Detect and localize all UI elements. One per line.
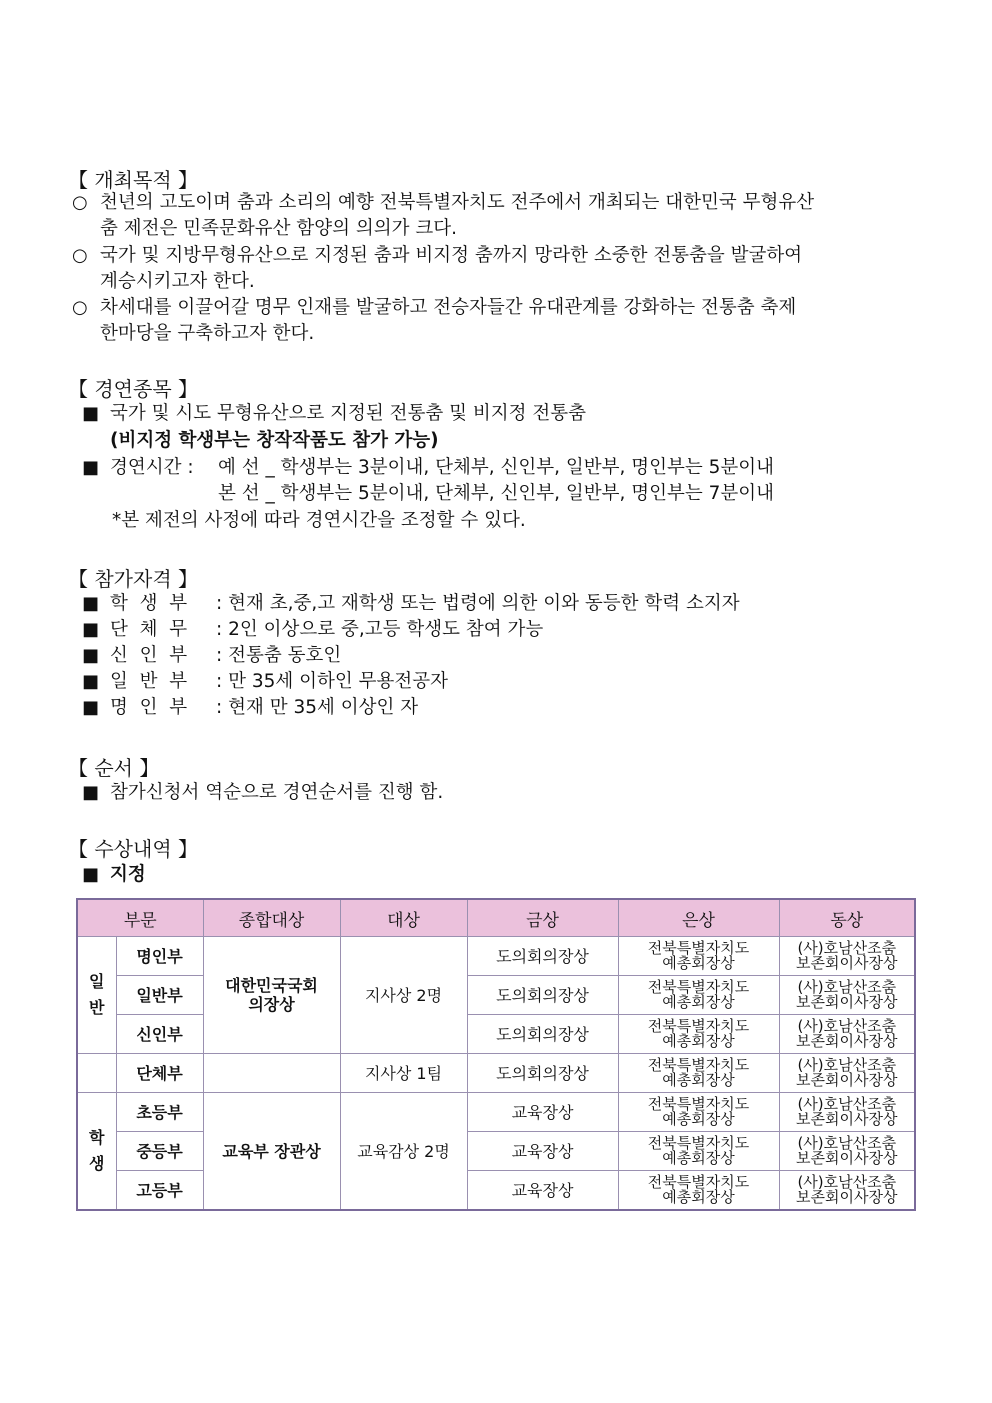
- awards-subtitle: 지정: [110, 864, 146, 885]
- row-bronze: (사)호남산조춤 보존회이사장상: [779, 1054, 915, 1093]
- table-row: [77, 1093, 915, 1132]
- row-silver: 전북특별자치도 예총회장상: [618, 1054, 779, 1093]
- header-grand-prize: 종합대상: [203, 899, 340, 937]
- square-bullet-icon: ■: [82, 697, 100, 718]
- row-silver: 전북특별자치도 예총회장상: [618, 1093, 779, 1132]
- student-grand-prize: 교육부 장관상: [203, 1093, 340, 1211]
- table-row: [77, 1054, 915, 1093]
- events-final: 본 선 _ 학생부는 5분이내, 단체부, 신인부, 일반부, 명인부는 7분이내: [218, 483, 775, 504]
- row-category: 고등부: [116, 1171, 203, 1211]
- row-gold: 교육장상: [467, 1132, 618, 1171]
- purpose-item-3-line-1: 차세대를 이끌어갈 명무 인재를 발굴하고 전승자들간 유대관계를 강화하는 전통춤 축제: [100, 297, 797, 318]
- row-gold: 도의회의장상: [467, 976, 618, 1015]
- table-header-row: [77, 899, 915, 937]
- group-student: 학 생: [77, 1093, 116, 1211]
- square-bullet-icon: ■: [82, 619, 100, 640]
- events-prelim: 예 선 _ 학생부는 3분이내, 단체부, 신인부, 일반부, 명인부는 5분이내: [218, 457, 775, 478]
- group-general: 일 반: [77, 937, 116, 1054]
- team-daesang: 지사상 1팀: [340, 1054, 467, 1093]
- row-category: 신인부: [116, 1015, 203, 1054]
- row-bronze: (사)호남산조춤 보존회이사장상: [779, 1171, 915, 1211]
- order-title: 【 순서 】: [68, 756, 160, 780]
- row-gold: 교육장상: [467, 1093, 618, 1132]
- row-silver: 전북특별자치도 예총회장상: [618, 1171, 779, 1211]
- square-bullet-icon: ■: [82, 457, 100, 478]
- header-daesang: 대상: [340, 899, 467, 937]
- circle-bullet-icon: ○: [72, 297, 88, 318]
- eligibility-label-student: 학 생 부: [110, 593, 188, 614]
- row-bronze: (사)호남산조춤 보존회이사장상: [779, 1093, 915, 1132]
- square-bullet-icon: ■: [82, 782, 100, 803]
- events-title: 【 경연종목 】: [68, 377, 198, 401]
- row-category: 초등부: [116, 1093, 203, 1132]
- events-line-1-note: (비지정 학생부는 창작작품도 참가 가능): [110, 430, 439, 451]
- eligibility-text-general: : 만 35세 이하인 무용전공자: [216, 671, 449, 692]
- row-gold: 도의회의장상: [467, 1054, 618, 1093]
- eligibility-label-newcomer: 신 인 부: [110, 645, 188, 666]
- row-category: 일반부: [116, 976, 203, 1015]
- events-time-label: 경연시간 :: [110, 457, 194, 478]
- events-note: *본 제전의 사정에 따라 경연시간을 조정할 수 있다.: [112, 510, 526, 531]
- eligibility-text-newcomer: : 전통춤 동호인: [216, 645, 342, 666]
- row-gold: 도의회의장상: [467, 937, 618, 976]
- row-category: 단체부: [116, 1054, 203, 1093]
- square-bullet-icon: ■: [82, 403, 100, 424]
- row-silver: 전북특별자치도 예총회장상: [618, 937, 779, 976]
- square-bullet-icon: ■: [82, 645, 100, 666]
- row-bronze: (사)호남산조춤 보존회이사장상: [779, 937, 915, 976]
- events-line-1: 국가 및 시도 무형유산으로 지정된 전통춤 및 비지정 전통춤: [110, 403, 586, 424]
- eligibility-label-general: 일 반 부: [110, 671, 188, 692]
- header-silver: 은상: [618, 899, 779, 937]
- row-gold: 도의회의장상: [467, 1015, 618, 1054]
- row-gold: 교육장상: [467, 1171, 618, 1211]
- row-silver: 전북특별자치도 예총회장상: [618, 976, 779, 1015]
- purpose-item-2-line-1: 국가 및 지방무형유산으로 지정된 춤과 비지정 춤까지 망라한 소중한 전통춤을 발굴하여: [100, 245, 803, 266]
- purpose-item-3-line-2: 한마당을 구축하고자 한다.: [100, 323, 315, 344]
- table-row: [77, 976, 915, 1015]
- eligibility-label-team: 단 체 무: [110, 619, 188, 640]
- header-category: 부문: [77, 899, 203, 937]
- table-row: [77, 1171, 915, 1211]
- header-bronze: 동상: [779, 899, 915, 937]
- row-category: 명인부: [116, 937, 203, 976]
- eligibility-text-student: : 현재 초,중,고 재학생 또는 법령에 의한 이와 동등한 학력 소지자: [216, 593, 740, 614]
- row-silver: 전북특별자치도 예총회장상: [618, 1015, 779, 1054]
- square-bullet-icon: ■: [82, 593, 100, 614]
- table-row: [77, 937, 915, 976]
- student-daesang: 교육감상 2명: [340, 1093, 467, 1211]
- awards-title: 【 수상내역 】: [68, 837, 198, 861]
- purpose-item-1-line-1: 천년의 고도이며 춤과 소리의 예향 전북특별자치도 전주에서 개최되는 대한민국 무형유산: [100, 192, 815, 213]
- square-bullet-icon: ■: [82, 671, 100, 692]
- table-row: [77, 1015, 915, 1054]
- general-grand-prize: 대한민국국회 의장상: [203, 937, 340, 1054]
- eligibility-label-master: 명 인 부: [110, 697, 188, 718]
- eligibility-text-master: : 현재 만 35세 이상인 자: [216, 697, 419, 718]
- row-silver: 전북특별자치도 예총회장상: [618, 1132, 779, 1171]
- row-bronze: (사)호남산조춤 보존회이사장상: [779, 1015, 915, 1054]
- team-grand-prize-empty: [203, 1054, 340, 1093]
- square-bullet-icon: ■: [82, 864, 100, 885]
- purpose-title: 【 개최목적 】: [68, 168, 198, 192]
- header-gold: 금상: [467, 899, 618, 937]
- table-row: [77, 1132, 915, 1171]
- eligibility-text-team: : 2인 이상으로 중,고등 학생도 참여 가능: [216, 619, 544, 640]
- eligibility-title: 【 참가자격 】: [68, 567, 198, 591]
- group-empty: [77, 1054, 116, 1093]
- circle-bullet-icon: ○: [72, 245, 88, 266]
- circle-bullet-icon: ○: [72, 192, 88, 213]
- row-bronze: (사)호남산조춤 보존회이사장상: [779, 1132, 915, 1171]
- order-text: 참가신청서 역순으로 경연순서를 진행 함.: [110, 782, 444, 803]
- general-daesang: 지사상 2명: [340, 937, 467, 1054]
- purpose-item-2-line-2: 계승시키고자 한다.: [100, 271, 255, 292]
- row-bronze: (사)호남산조춤 보존회이사장상: [779, 976, 915, 1015]
- purpose-item-1-line-2: 춤 제전은 민족문화유산 함양의 의의가 크다.: [100, 218, 457, 239]
- row-category: 중등부: [116, 1132, 203, 1171]
- awards-table: [76, 898, 916, 1211]
